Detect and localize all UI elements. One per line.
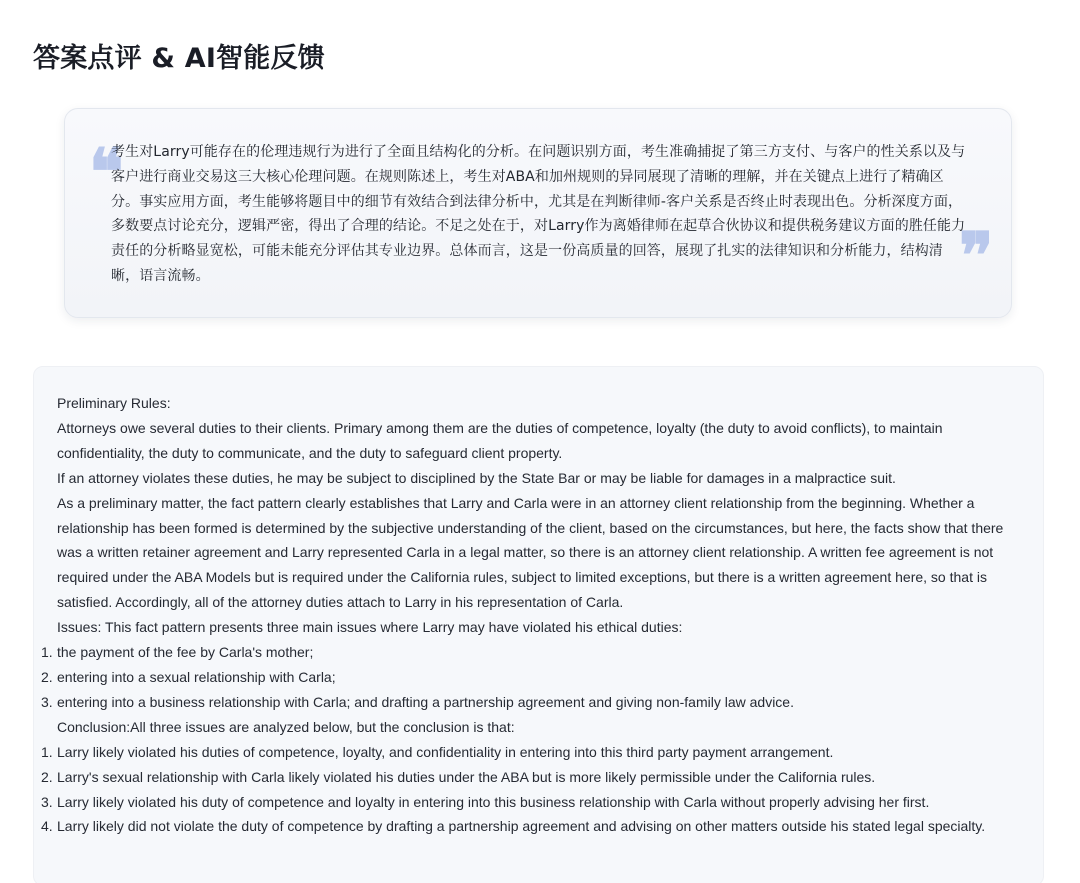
list-item-text: Larry likely violated his duties of competence, loyalty, and confidentiality in entering into this third party payment arrangement. bbox=[57, 743, 834, 760]
ai-feedback-card bbox=[64, 108, 1012, 318]
issues-intro: Issues: This fact pattern presents three main issues where Larry may have violated his ethical duties: bbox=[57, 619, 683, 636]
feedback-text: 考生对Larry可能存在的伦理违规行为进行了全面且结构化的分析。在问题识别方面，考生准确捕捉了第三方支付、与客户的性关系以及与客户进行商业交易这三大核心伦理问题。在规则陈述上，考生对ABA和加州规则的异同展现了清晰的理解，并在关键点上进行了精确区分。事实应用方面，考生能够将题目中的细节有效结合到法律分析中，尤其是在判断律师-客户关系是否终止时表现出色。分析深度方面，多数要点讨论充分，逻辑严密，得出了合理的结论。不足之处在于，对Larry作为离婚律师在起草合伙协议和提供税务建议方面的胜任能力责任的分析略显宽松，可能未能充分评估其专业边界。总体而言，这是一份高质量的回答，展现了扎实的法律知识和分析能力，结构清晰，语言流畅。 bbox=[111, 144, 966, 284]
list-number: 1. bbox=[41, 743, 53, 760]
list-number: 2. bbox=[41, 768, 53, 785]
page-title: 答案点评 & AI智能反馈 bbox=[33, 43, 325, 74]
list-item bbox=[41, 640, 1017, 665]
list-number: 4. bbox=[41, 818, 53, 835]
list-item bbox=[41, 740, 1017, 765]
list-number: 3. bbox=[41, 693, 53, 710]
open-quote-icon: ❝ bbox=[89, 135, 124, 210]
list-item bbox=[41, 665, 1017, 690]
conclusions-list bbox=[41, 740, 1017, 840]
list-item bbox=[41, 690, 1017, 715]
list-item-text: Larry likely did not violate the duty of competence by drafting a partnership agreement and advising on other matters outside his stated legal specialty. bbox=[57, 818, 986, 835]
list-item bbox=[41, 790, 1017, 815]
answer-paragraph: If an attorney violates these duties, he may be subject to disciplined by the State Bar or may be liable for damages in a malpractice suit. bbox=[57, 469, 896, 486]
answer-paragraph: Attorneys owe several duties to their clients. Primary among them are the duties of competence, loyalty (the duty to avoid conflicts), to maintain confidentiality, the duty to communicate, and the duty to safeguard client property. bbox=[57, 419, 943, 461]
close-quote-icon: ❞ bbox=[959, 219, 994, 294]
answer-panel bbox=[33, 366, 1044, 883]
list-number: 3. bbox=[41, 793, 53, 810]
list-item-text: entering into a sexual relationship with Carla; bbox=[57, 668, 336, 685]
list-item-text: Larry likely violated his duty of competence and loyalty in entering into this business relationship with Carla without properly advising her first. bbox=[57, 793, 930, 810]
conclusion-intro: Conclusion:All three issues are analyzed below, but the conclusion is that: bbox=[57, 718, 515, 735]
list-number: 1. bbox=[41, 644, 53, 661]
list-item bbox=[41, 814, 1017, 839]
list-number: 2. bbox=[41, 668, 53, 685]
answer-body bbox=[41, 391, 1017, 839]
list-item-text: entering into a business relationship with Carla; and drafting a partnership agreement and giving non-family law advice. bbox=[57, 693, 794, 710]
preliminary-heading: Preliminary Rules: bbox=[57, 395, 171, 411]
list-item bbox=[41, 765, 1017, 790]
list-item-text: the payment of the fee by Carla's mother; bbox=[57, 644, 314, 661]
list-item-text: Larry's sexual relationship with Carla likely violated his duties under the ABA but is more likely permissible under the California rules. bbox=[57, 768, 876, 785]
answer-paragraph: As a preliminary matter, the fact pattern clearly establishes that Larry and Carla were in an attorney client relationship from the beginning. Whether a relationship has been formed is determined by the subjective understanding of the client, based on the circumstances, but here, the facts show that there was a written retainer agreement and Larry represented Carla in a legal matter, so there is an attorney client relationship. A written fee agreement is not required under the ABA Models but is required under the California rules, subject to limited exceptions, but there is a written agreement here, so that is satisfied. Accordingly, all of the attorney duties attach to Larry in his representation of Carla. bbox=[57, 494, 1004, 611]
issues-list bbox=[41, 640, 1017, 715]
